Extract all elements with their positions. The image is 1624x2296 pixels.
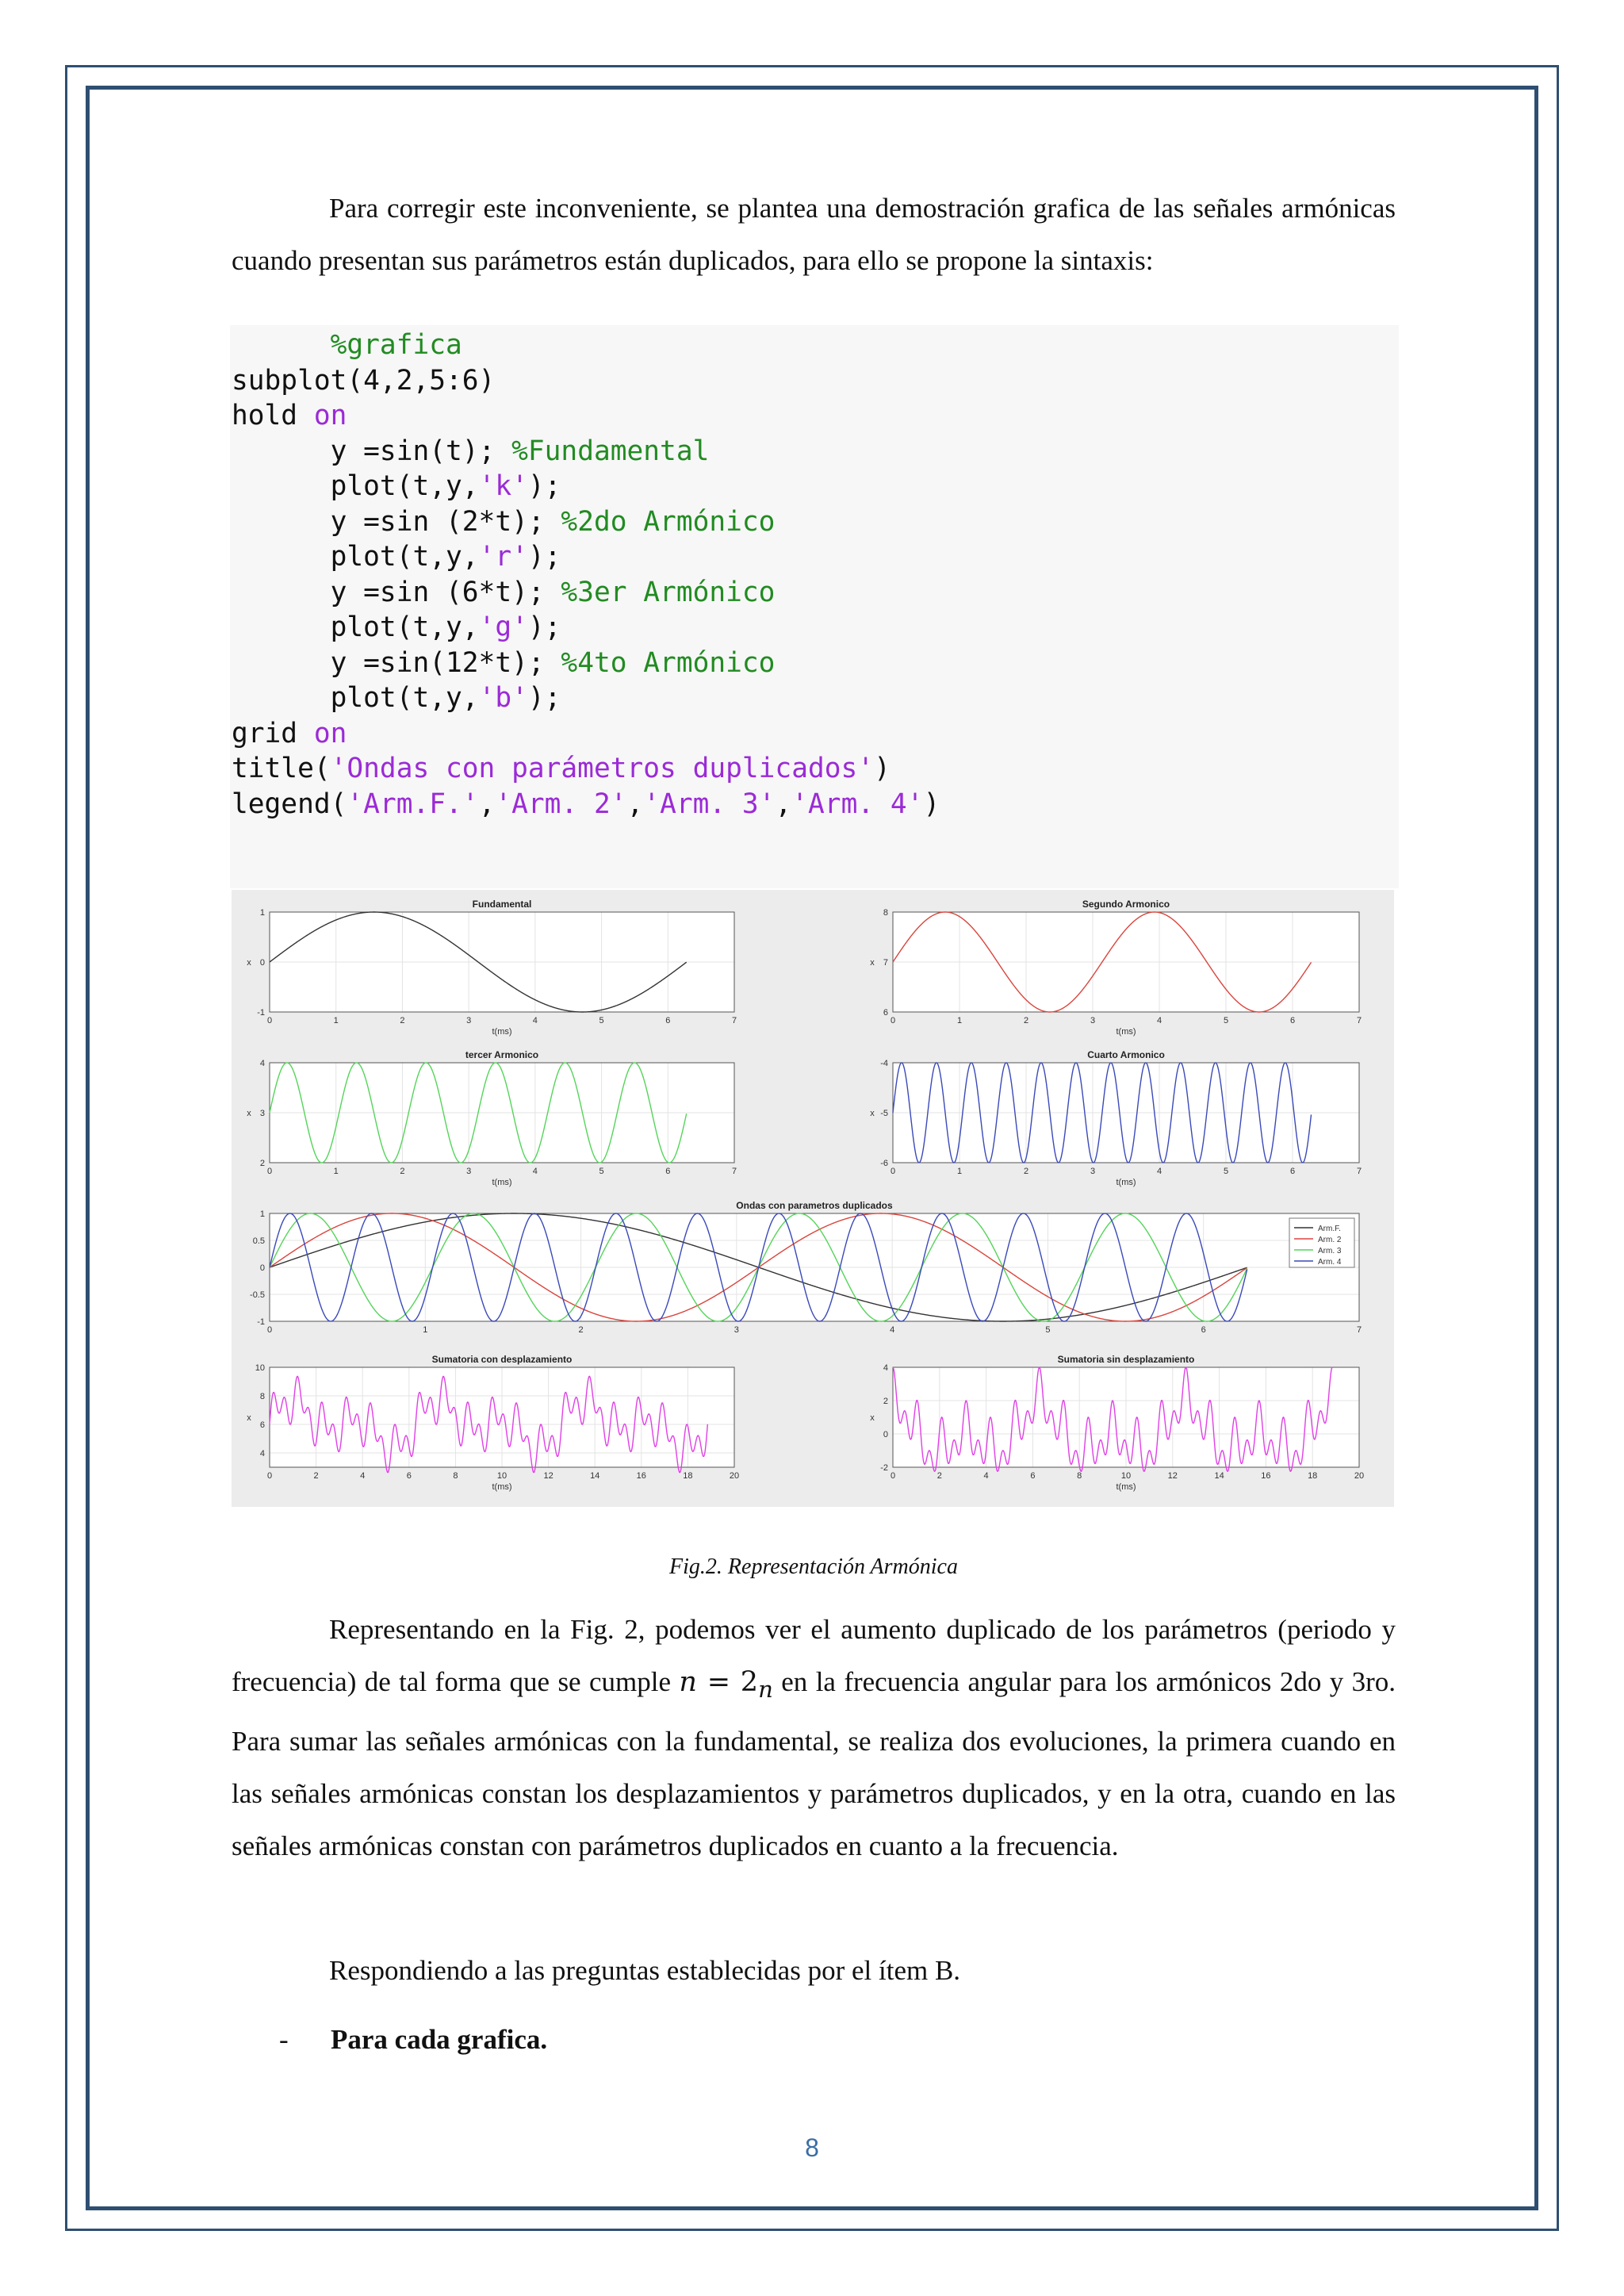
x-tick-label: 5 <box>1045 1325 1051 1335</box>
harmonics-plots <box>232 890 1394 1507</box>
x-tick-label: 0 <box>890 1167 896 1176</box>
x-tick-label: 2 <box>936 1471 942 1481</box>
x-tick-label: 5 <box>599 1016 604 1025</box>
y-axis-label: x <box>870 1109 875 1118</box>
x-tick-label: 8 <box>453 1471 458 1481</box>
code-token: plot(t,y, <box>232 541 479 573</box>
y-tick-label: -1 <box>257 1317 265 1327</box>
y-tick-label: -2 <box>880 1463 888 1473</box>
x-tick-label: 0 <box>266 1325 273 1335</box>
page-number: 8 <box>805 2133 819 2162</box>
legend-entry: Arm.F. <box>1318 1225 1341 1233</box>
x-axis-label: t(ms) <box>492 1027 512 1037</box>
x-tick-label: 0 <box>266 1167 273 1176</box>
x-tick-label: 6 <box>1289 1167 1296 1176</box>
code-token: 'Arm.F.' <box>347 788 479 820</box>
code-token: hold <box>232 400 314 431</box>
code-block <box>230 325 1399 888</box>
code-token: 'k' <box>478 470 528 502</box>
x-tick-label: 1 <box>956 1016 963 1025</box>
x-tick-label: 6 <box>665 1016 671 1025</box>
x-axis-label: t(ms) <box>1116 1027 1136 1037</box>
x-tick-label: 7 <box>731 1016 737 1025</box>
answer-section <box>232 1945 1396 1997</box>
code-token: 'b' <box>478 682 528 714</box>
x-tick-label: 14 <box>1214 1471 1224 1481</box>
y-tick-label: 4 <box>259 1449 265 1458</box>
y-tick-label: 0 <box>259 958 265 968</box>
code-token <box>232 329 331 361</box>
x-tick-label: 4 <box>890 1325 895 1335</box>
y-axis-label: x <box>247 958 251 968</box>
code-token: subplot(4,2,5:6) <box>232 364 496 397</box>
x-tick-label: 12 <box>543 1471 553 1481</box>
y-tick-label: 1 <box>259 908 265 918</box>
chart-title: Segundo Armonico <box>1082 899 1170 910</box>
x-tick-label: 16 <box>1261 1471 1271 1481</box>
x-tick-label: 2 <box>1023 1016 1029 1025</box>
x-tick-label: 3 <box>1090 1016 1096 1025</box>
code-token: 'Arm. 3' <box>643 788 776 820</box>
code-line <box>232 716 1399 752</box>
x-tick-label: 2 <box>400 1167 405 1176</box>
x-tick-label: 4 <box>983 1471 989 1481</box>
x-tick-label: 6 <box>1030 1471 1036 1481</box>
legend-entry: Arm. 2 <box>1318 1236 1342 1244</box>
code-token: on <box>313 400 347 431</box>
code-token: ); <box>527 611 561 643</box>
x-tick-label: 1 <box>333 1167 339 1176</box>
code-token: , <box>775 788 792 820</box>
x-tick-label: 20 <box>729 1471 740 1481</box>
x-tick-label: 7 <box>1356 1167 1362 1176</box>
x-tick-label: 7 <box>1356 1016 1362 1025</box>
body-text-after: en la frecuencia angular para los armónicos 2do y 3ro. Para sumar las señales armónicas con la fundamental, se realiza dos evoluciones, la primera cuando en las señales armónicas constan los desplazamientos y parámetros duplicados, y en la otra, cuando en las señales armónicas constan con parámetros duplicados en cuanto a la frecuencia. <box>232 1666 1396 1861</box>
x-tick-label: 16 <box>636 1471 646 1481</box>
y-tick-label: 4 <box>883 1363 888 1373</box>
code-token: y =sin (2*t); <box>232 505 561 538</box>
chart-title: Ondas con parametros duplicados <box>736 1200 893 1211</box>
code-token: plot(t,y, <box>232 611 479 643</box>
code-token: 'Ondas con parámetros duplicados' <box>330 753 875 784</box>
x-tick-label: 4 <box>360 1471 366 1481</box>
x-tick-label: 2 <box>400 1016 405 1025</box>
x-tick-label: 10 <box>496 1471 508 1481</box>
y-tick-label: 0 <box>883 1430 888 1439</box>
code-token: ) <box>923 788 940 820</box>
code-line <box>232 787 1399 822</box>
y-tick-label: 10 <box>255 1363 265 1373</box>
y-tick-label: 0 <box>259 1263 265 1273</box>
formula-sub: n <box>758 1676 773 1703</box>
code-token: plot(t,y, <box>232 682 479 714</box>
chart-title: Cuarto Armonico <box>1087 1049 1165 1060</box>
y-tick-label: 3 <box>259 1109 265 1118</box>
x-tick-label: 0 <box>890 1016 896 1025</box>
code-line <box>232 504 1399 540</box>
x-tick-label: 4 <box>532 1016 538 1025</box>
code-token: 'Arm. 2' <box>495 788 627 820</box>
x-tick-label: 2 <box>1023 1167 1029 1176</box>
x-tick-label: 5 <box>599 1167 604 1176</box>
y-axis-label: x <box>870 1413 875 1423</box>
y-tick-label: 6 <box>883 1008 888 1018</box>
x-tick-label: 1 <box>956 1167 963 1176</box>
code-token: , <box>478 788 496 820</box>
code-token: 'g' <box>478 611 528 643</box>
legend-entry: Arm. 3 <box>1318 1247 1342 1255</box>
chart-title: Sumatoria sin desplazamiento <box>1057 1354 1195 1365</box>
answer-text: Respondiendo a las preguntas establecidas por el ítem B. <box>329 1955 961 1986</box>
code-token: , <box>626 788 644 820</box>
y-tick-label: 8 <box>259 1392 265 1401</box>
code-line <box>232 469 1399 504</box>
y-axis-label: x <box>247 1109 251 1118</box>
y-tick-label: -1 <box>257 1008 265 1018</box>
x-tick-label: 18 <box>1308 1471 1318 1481</box>
x-tick-label: 6 <box>665 1167 671 1176</box>
y-axis-label: x <box>247 1413 251 1423</box>
figure-caption: Fig.2. Representación Armónica <box>669 1554 958 1579</box>
code-token: 'r' <box>478 541 528 573</box>
x-tick-label: 18 <box>683 1471 693 1481</box>
code-line <box>232 398 1399 434</box>
x-tick-label: 7 <box>1356 1325 1362 1335</box>
code-token: on <box>313 717 347 749</box>
code-line <box>232 610 1399 646</box>
body-section <box>232 1604 1396 1872</box>
x-tick-label: 4 <box>532 1167 538 1176</box>
chart-title: tercer Armonico <box>465 1049 539 1060</box>
y-tick-label: -0.5 <box>250 1290 265 1300</box>
code-token: legend( <box>232 788 347 820</box>
y-tick-label: 2 <box>259 1159 265 1168</box>
code-line <box>232 434 1399 470</box>
formula <box>679 1666 773 1703</box>
formula-eq: = 2 <box>696 1666 759 1698</box>
harmonics-figure <box>232 890 1394 1507</box>
x-tick-label: 0 <box>266 1471 273 1481</box>
x-tick-label: 4 <box>1156 1016 1162 1025</box>
intro-text: Para corregir este inconveniente, se plantea una demostración grafica de las señales armónicas cuando presentan sus parámetros están duplicados, para ello se propone la sintaxis: <box>232 193 1396 276</box>
x-tick-label: 3 <box>466 1167 472 1176</box>
y-axis-label: x <box>870 958 875 968</box>
x-tick-label: 6 <box>1201 1325 1206 1335</box>
code-token: y =sin(t); <box>232 435 512 467</box>
x-axis-label: t(ms) <box>492 1482 512 1492</box>
code-token: %4to Armónico <box>561 646 776 679</box>
bullet-dash: - <box>279 2024 289 2055</box>
x-tick-label: 6 <box>406 1471 412 1481</box>
code-line <box>232 328 1399 363</box>
code-token: ); <box>527 682 561 714</box>
x-axis-label: t(ms) <box>1116 1482 1136 1492</box>
x-tick-label: 0 <box>266 1016 273 1025</box>
code-token: %grafica <box>330 329 462 361</box>
y-tick-label: 0.5 <box>252 1236 265 1246</box>
code-token: grid <box>232 717 314 749</box>
code-line <box>232 363 1399 399</box>
y-tick-label: 4 <box>259 1059 265 1068</box>
code-line <box>232 751 1399 787</box>
intro-section <box>232 182 1396 287</box>
x-tick-label: 4 <box>1156 1167 1162 1176</box>
code-token: %Fundamental <box>511 435 710 467</box>
code-line <box>232 539 1399 575</box>
chart-title: Fundamental <box>472 899 532 910</box>
y-tick-label: 7 <box>883 958 888 968</box>
x-axis-label: t(ms) <box>1116 1178 1136 1187</box>
code-token: ); <box>527 470 561 502</box>
legend-entry: Arm. 4 <box>1318 1258 1342 1267</box>
bullet-text: Para cada grafica. <box>331 2024 548 2055</box>
code-token: y =sin (6*t); <box>232 576 561 608</box>
code-token: plot(t,y, <box>232 470 479 502</box>
code-token: title( <box>232 753 331 784</box>
y-tick-label: -5 <box>880 1109 888 1118</box>
code-token: %3er Armónico <box>561 576 776 608</box>
y-tick-label: -6 <box>880 1159 888 1168</box>
x-tick-label: 5 <box>1223 1016 1229 1025</box>
y-tick-label: 2 <box>883 1397 888 1406</box>
code-line <box>232 646 1399 681</box>
x-tick-label: 3 <box>466 1016 472 1025</box>
x-tick-label: 2 <box>578 1325 584 1335</box>
x-tick-label: 3 <box>1090 1167 1096 1176</box>
x-tick-label: 8 <box>1077 1471 1082 1481</box>
x-tick-label: 0 <box>890 1471 896 1481</box>
code-token: ) <box>874 753 891 784</box>
x-tick-label: 1 <box>333 1016 339 1025</box>
body-text-before: Representando en la Fig. 2, podemos ver el aumento duplicado de los parámetros (periodo y frecuencia) de tal forma que se cumple <box>232 1614 1396 1697</box>
x-axis-label: t(ms) <box>492 1178 512 1187</box>
code-token: 'Arm. 4' <box>791 788 924 820</box>
y-tick-label: 8 <box>883 908 888 918</box>
answer-paragraph <box>232 1945 1396 1997</box>
x-tick-label: 2 <box>313 1471 319 1481</box>
x-tick-label: 3 <box>733 1325 739 1335</box>
x-tick-label: 6 <box>1289 1016 1296 1025</box>
x-tick-label: 12 <box>1167 1471 1178 1481</box>
body-paragraph <box>232 1604 1396 1872</box>
code-token: y =sin(12*t); <box>232 646 561 679</box>
y-tick-label: -4 <box>880 1059 888 1068</box>
code-line <box>232 680 1399 716</box>
y-tick-label: 1 <box>259 1209 265 1219</box>
code-token: ); <box>527 541 561 573</box>
chart-title: Sumatoria con desplazamiento <box>431 1354 573 1365</box>
x-tick-label: 14 <box>590 1471 600 1481</box>
x-tick-label: 10 <box>1120 1471 1132 1481</box>
code-token: %2do Armónico <box>561 505 776 538</box>
x-tick-label: 7 <box>731 1167 737 1176</box>
y-tick-label: 6 <box>259 1420 265 1430</box>
x-tick-label: 20 <box>1354 1471 1365 1481</box>
intro-paragraph <box>232 182 1396 287</box>
x-tick-label: 5 <box>1223 1167 1229 1176</box>
code-line <box>232 575 1399 611</box>
formula-n: n <box>679 1666 697 1698</box>
x-tick-label: 1 <box>423 1325 428 1335</box>
